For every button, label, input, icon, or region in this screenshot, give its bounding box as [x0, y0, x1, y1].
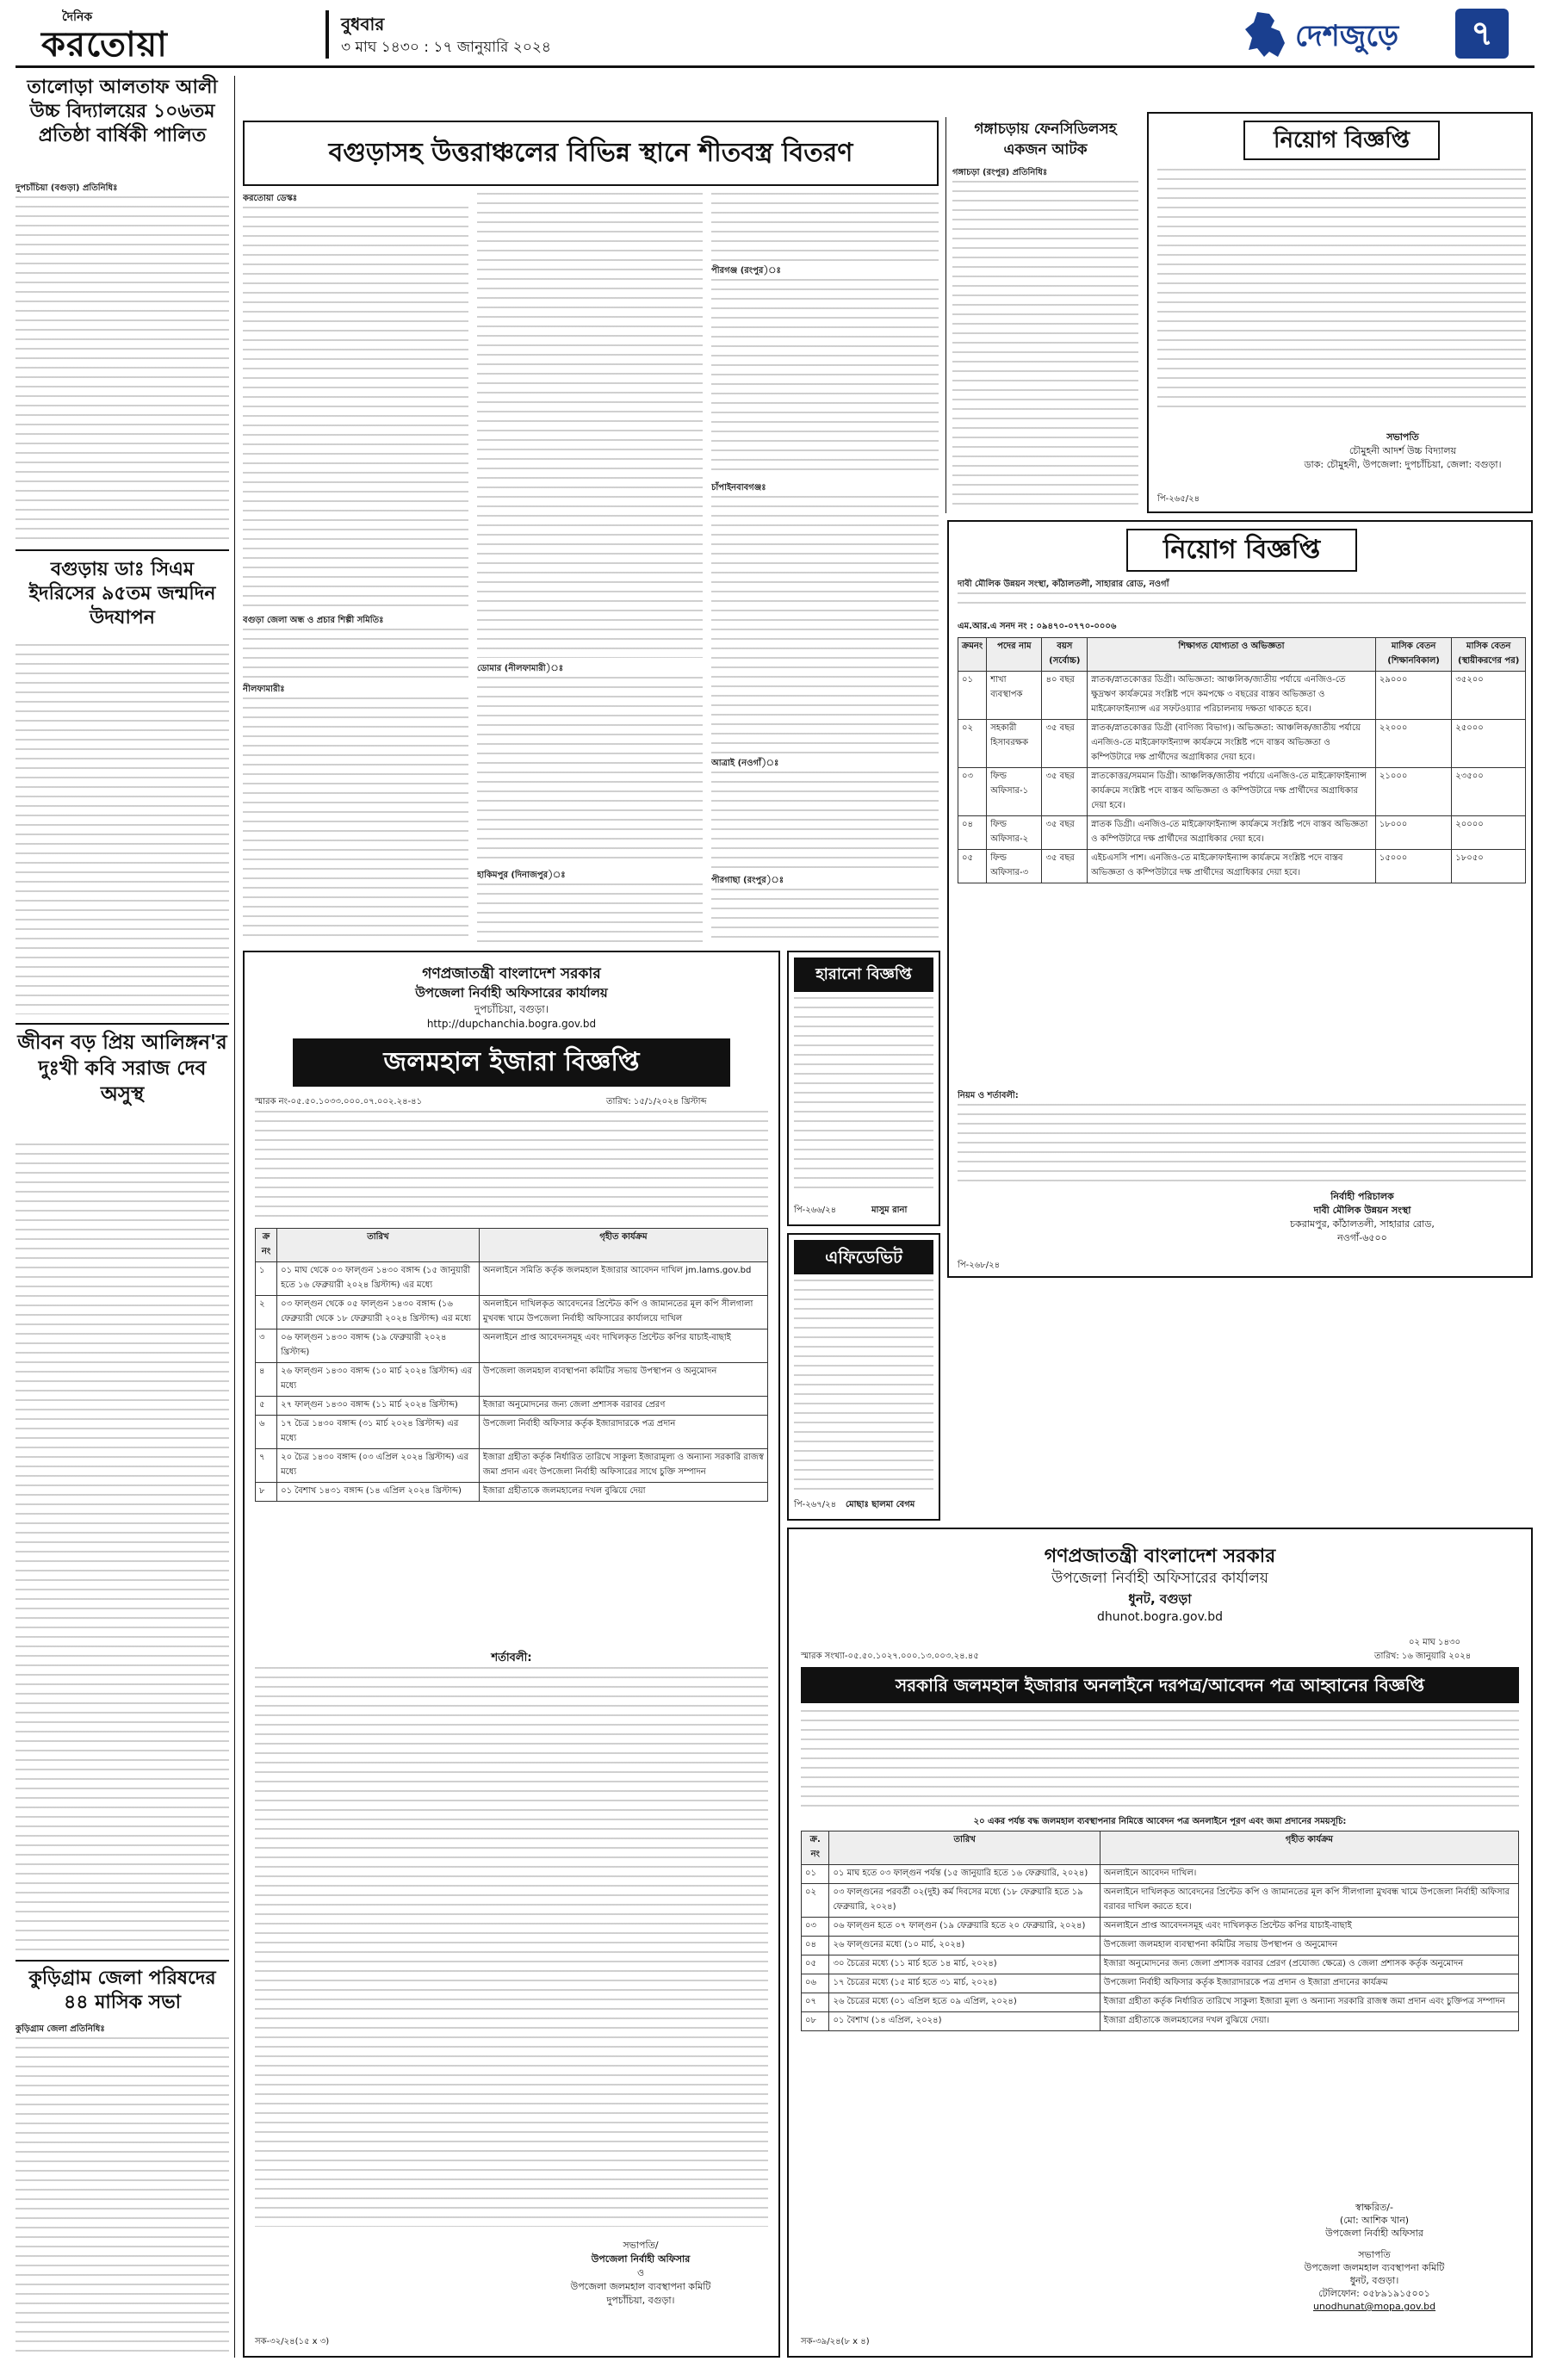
bangladesh-map-icon [1240, 9, 1292, 60]
post-cell: ফিল্ড অফিসার-২ [987, 816, 1042, 850]
table-row [256, 1397, 768, 1416]
date-cell: ২৭ ফাল্গুন ১৪৩০ বঙ্গাব্দ (১১ মার্চ ২০২৪ খ্রিস্টাব্দ) [277, 1397, 480, 1416]
date-cell: ৩০ চৈত্রের মধ্যে (১১ মার্চ হতে ১৪ মার্চ, ২০২৪) [829, 1955, 1100, 1974]
action-cell: অনলাইনে দাখিলকৃত আবেদনের প্রিন্টেড কপি ও জামানতের মূল কপি সীলগালা মুখবন্ধ খামে উপজেলা নির্বাহী অফিসার বরাবর দাখিল করতে হবে। [1100, 1884, 1518, 1918]
serial-cell: ০১ [802, 1865, 829, 1884]
main-story-body-col1 [243, 193, 468, 942]
serial-cell: ০৫ [802, 1955, 829, 1974]
serial-cell: ০১ [958, 672, 987, 720]
memo-date-bangla: ০২ মাঘ ১৪৩০ [1409, 1638, 1460, 1647]
age-cell: ৩৫ বছর [1042, 850, 1088, 883]
affidavit-signer: মোছাঃ ছালমা বেগম [846, 1500, 915, 1509]
main-story-body-col3 [711, 193, 939, 942]
masthead-divider [326, 10, 329, 59]
signer-name: উপজেলা নির্বাহী অফিসার [591, 2253, 691, 2265]
action-cell: ইজারা গ্রহীতাকে জলমহালের দখল বুঝিয়ে দেয়া। [1100, 2012, 1518, 2031]
signer-name: (মো: আশিক খান) [1339, 2215, 1410, 2226]
table-header-cell: তারিখ [277, 1229, 480, 1262]
office-place: ধুনট, বগুড়া [1128, 1591, 1192, 1607]
table-header-cell: মাসিক বেতন (শিক্ষানবিকাল) [1375, 638, 1451, 672]
main-story-subhead: নীলফামারীঃ [243, 685, 285, 694]
table-header-cell: শিক্ষাগত যোগ্যতা ও অভিজ্ঞতা [1088, 638, 1376, 672]
column-left [16, 76, 229, 2358]
page-number-badge [1455, 9, 1509, 59]
serial-cell: ০৪ [958, 816, 987, 850]
date-cell: ০১ মাঘ থেকে ০৩ ফাল্গুন ১৪৩০ বঙ্গাব্দ (১৫ জানুয়ারী হতে ১৬ ফেব্রুয়ারী ২০২৪ খ্রিস্টাব্দ) এর মধ্যে [277, 1262, 480, 1296]
office-url[interactable]: dhunot.bogra.gov.bd [1096, 1610, 1223, 1624]
job-notice-2-title-box [1126, 529, 1357, 572]
serial-cell: ০২ [958, 720, 987, 768]
post-cell: ফিল্ড অফিসার-৩ [987, 850, 1042, 883]
signer2-title: সভাপতি [1358, 2249, 1391, 2260]
serial-cell: ০২ [802, 1884, 829, 1918]
job-notice-2 [947, 520, 1533, 1278]
age-cell: ৩৫ বছর [1042, 768, 1088, 816]
table-row [802, 1884, 1519, 1918]
signer-place: দুপচাঁচিয়া, বগুড়া। [606, 2295, 675, 2306]
salary-permanent-cell: ২৩৫০০ [1452, 768, 1526, 816]
online-tender-title: সরকারি জলমহাল ইজারার অনলাইনে দরপত্র/আবেদন পত্র আহ্বানের বিজ্ঞপ্তি [801, 1667, 1519, 1703]
divider [16, 1023, 229, 1025]
page-number: ৭ [1470, 14, 1493, 53]
serial-cell: ২ [256, 1296, 277, 1329]
lost-notice [787, 951, 940, 1226]
online-schedule-table [801, 1831, 1519, 2031]
serial-cell: ৪ [256, 1363, 277, 1397]
terms-title: শর্তাবলী: [491, 1652, 532, 1664]
memo-date: তারিখ: ১৬ জানুয়ারি ২০২৪ [1374, 1652, 1472, 1661]
serial-cell: ৫ [256, 1397, 277, 1416]
date-cell: ১৭ চৈত্র ১৪৩০ বঙ্গাব্দ (৩১ মার্চ ২০২৪ খ্রিস্টাব্দ) এর মধ্যে [277, 1416, 480, 1449]
signer-org: দাবী মৌলিক উন্নয়ন সংস্থা [1313, 1205, 1411, 1216]
story-4-lead: কুড়িগ্রাম জেলা প্রতিনিধিঃ [16, 2024, 105, 2034]
job-notice-2-title: নিয়োগ বিজ্ঞপ্তি [1162, 535, 1321, 565]
job-notice-1-body [1157, 169, 1526, 410]
arrest-story [952, 119, 1138, 511]
arrest-lead: গঙ্গাচড়া (রংপুর) প্রতিনিধিঃ [952, 168, 1048, 177]
office-name: উপজেলা নির্বাহী অফিসারের কার্যালয় [415, 985, 608, 1001]
signer2-place: ধুনট, বগুড়া। [1349, 2275, 1399, 2286]
action-cell: উপজেলা জলমহাল ব্যবস্থাপনা কমিটির সভায় উপস্থাপন ও অনুমোদন [1100, 1937, 1518, 1955]
issue-date: ৩ মাঘ ১৪৩০ : ১৭ জানুয়ারি ২০২৪ [341, 39, 551, 56]
serial-cell: ০৫ [958, 850, 987, 883]
main-story-body-col2 [477, 193, 703, 942]
ad-code: সক-৩৯/২৪(৮ x ৪) [801, 2337, 870, 2346]
table-row [802, 2012, 1519, 2031]
table-row [958, 768, 1526, 816]
job-notice-1-signature [1278, 431, 1528, 472]
table-row [958, 816, 1526, 850]
story-1-headline: তালোড়া আলতাফ আলী উচ্চ বিদ্যালয়ের ১০৬তম প্রতিষ্ঠা বার্ষিকী পালিত [27, 77, 218, 146]
lost-notice-body [794, 997, 933, 1193]
signer2-org: উপজেলা জলমহাল ব্যবস্থাপনা কমিটি [1304, 2262, 1445, 2273]
table-header-cell: তারিখ [829, 1831, 1100, 1865]
signer-title: নির্বাহী পরিচালক [1330, 1191, 1394, 1202]
post-cell: ফিল্ড অফিসার-১ [987, 768, 1042, 816]
salary-probation-cell: ২৯০০০ [1375, 672, 1451, 720]
action-cell: ইজারা অনুমোদনের জন্য জেলা প্রশাসক বরাবর প্রেরণ [479, 1397, 767, 1416]
qualification-cell: স্নাতক/স্নাতকোত্তর ডিগ্রী (বাণিজ্য বিভাগ)। অভিজ্ঞতা: আঞ্চলিক/জাতীয় পর্যায়ে এনজিও-তে মাইক্রোফাইন্যান্স কার্যক্রমে সংশ্লিষ্ট পদে বাস্তব অভিজ্ঞতা ও কম্পিউটারে দক্ষ প্রার্থীদের অগ্রাধিকার দেয়া হবে। [1088, 720, 1376, 768]
notice-intro [255, 1111, 768, 1224]
serial-cell: ০৩ [958, 768, 987, 816]
table-row [958, 672, 1526, 720]
online-tender-notice [787, 1528, 1533, 2358]
action-cell: অনলাইনে আবেদন দাখিল। [1100, 1865, 1518, 1884]
table-row [958, 720, 1526, 768]
post-cell: সহকারী হিসাবরক্ষক [987, 720, 1042, 768]
serial-cell: ০৩ [802, 1918, 829, 1937]
action-cell: ইজারা গ্রহীতা কর্তৃক নির্ধারিত তারিখে সাকুল্য ইজারামূল্য ও অন্যান্য সরকারি রাজস্ব জমা প্রদান এবং উপজেলা নির্বাহী অফিসারের সাথে চুক্তি সম্পাদন [479, 1449, 767, 1483]
story-4-body [16, 2024, 229, 2356]
table-header-cell: ক্র. নং [802, 1831, 829, 1865]
action-cell: অনলাইনে প্রাপ্ত আবেদনসমূহ এবং দাখিলকৃত প্রিন্টেড কপির যাচাই-বাছাই [479, 1329, 767, 1363]
main-story-subhead: আত্রাই (নওগাঁ)ঃ [711, 759, 779, 768]
date-cell: ০১ বৈশাখ (১৪ এপ্রিল, ২০২৪) [829, 2012, 1100, 2031]
office-place: দুপচাঁচিয়া, বগুড়া। [474, 1003, 549, 1015]
age-cell: ৩৫ বছর [1042, 720, 1088, 768]
story-1-lead: দুপচাঁচিয়া (বগুড়া) প্রতিনিধিঃ [16, 183, 118, 193]
action-cell: উপজেলা জলমহাল ব্যবস্থাপনা কমিটির সভায় উপস্থাপন ও অনুমোদন [479, 1363, 767, 1397]
waterbody-lease-title: জলমহাল ইজারা বিজ্ঞপ্তি [293, 1038, 730, 1087]
schedule-title: ২০ একর পর্যন্ত বদ্ধ জলমহাল ব্যবস্থাপনার নিমিত্তে আবেদন পত্র অনলাইনে পূরণ এবং জমা প্রদানের সময়সূচি: [973, 1817, 1347, 1826]
job-notice-2-intro [958, 579, 1526, 618]
job-notice-2-table [958, 637, 1526, 883]
column-divider [234, 76, 235, 2358]
salary-permanent-cell: ২৫০০০ [1452, 720, 1526, 768]
paper-small-name: দৈনিক [62, 10, 93, 24]
gov-name: গণপ্রজাতন্ত্রী বাংলাদেশ সরকার [1044, 1546, 1276, 1567]
qualification-cell: স্নাতক/স্নাতকোত্তর ডিগ্রী। অভিজ্ঞতা: আঞ্চলিক/জাতীয় পর্যায়ে এনজিও-তে ক্ষুদ্রঋণ কার্যক্রমের সংশ্লিষ্ট পদে কমপক্ষে ৩ বছরের বাস্তব অভিজ্ঞতা ও মাইক্রোফাইন্যান্স এর সফটওয়্যার পরিচালনায় দক্ষতা থাকতে হবে। [1088, 672, 1376, 720]
salary-permanent-cell: ৩৫২০০ [1452, 672, 1526, 720]
action-cell: উপজেলা নির্বাহী অফিসার কর্তৃক ইজারাদারকে পত্র প্রদান [479, 1416, 767, 1449]
ad-code: পি-২৬৮/২৪ [958, 1261, 1001, 1270]
serial-cell: ০৪ [802, 1937, 829, 1955]
affidavit-body [794, 1280, 933, 1491]
main-story-headline-box [243, 121, 939, 186]
signer-address: নওগাঁ-৬৫০০ [1337, 1232, 1387, 1243]
serial-cell: ৩ [256, 1329, 277, 1363]
table-row [958, 850, 1526, 883]
job-notice-1 [1147, 112, 1533, 513]
table-row [802, 1865, 1519, 1884]
signer-and: ও [636, 2267, 645, 2278]
main-story-lead: করতোয়া ডেস্কঃ [243, 194, 298, 203]
salary-probation-cell: ১৮০০০ [1375, 816, 1451, 850]
arrest-headline: গঙ্গাচড়ায় ফেনসিডিলসহ একজন আটক [974, 121, 1117, 158]
main-story-subhead: ডোমার (নীলফামারী)ঃ [477, 664, 564, 673]
qualification-cell: স্নাতক ডিগ্রী। এনজিও-তে মাইক্রোফাইন্যান্স কার্যক্রমে সংশ্লিষ্ট পদে বাস্তব অভিজ্ঞতা ও কম্পিউটারে দক্ষ প্রার্থীদের অগ্রাধিকার দেয়া হবে। [1088, 816, 1376, 850]
email-link[interactable]: unodhunat@mopa.gov.bd [1312, 2301, 1436, 2312]
job-notice-2-org: দাবী মৌলিক উন্নয়ন সংস্থা, কাঁঠালতলী, সাহারার রোড, নওগাঁ [958, 580, 1169, 589]
signer-title: সভাপতি/ [623, 2240, 659, 2251]
paper-logo [33, 7, 308, 65]
ad-code: পি-২৬৬/২৪ [794, 1205, 837, 1215]
serial-cell: ৬ [256, 1416, 277, 1449]
signer-address: ডাক: চৌমুহনী, উপজেলা: দুপচাঁচিয়া, জেলা: বগুড়া। [1304, 459, 1502, 470]
date-cell: ০৬ ফাল্গুন ১৪৩০ বঙ্গাব্দ (১৯ ফেব্রুয়ারী ২০২৪ খ্রিস্টাব্দ) [277, 1329, 480, 1363]
lost-notice-signer: মাসুম রানা [871, 1205, 908, 1215]
date-cell: ০১ মাঘ হতে ০৩ ফাল্গুন পর্যন্ত (১৫ জানুয়ারি হতে ১৬ ফেব্রুয়ারি, ২০২৪) [829, 1865, 1100, 1884]
office-name: উপজেলা নির্বাহী অফিসারের কার্যালয় [1051, 1570, 1268, 1587]
main-story-subhead: পীরগাছা (রংপুর)ঃ [711, 876, 784, 885]
waterbody-lease-notice [243, 951, 780, 2358]
table-row [802, 1974, 1519, 1993]
job-notice-2-signature [1207, 1190, 1517, 1245]
serial-cell: ০৭ [802, 1993, 829, 2012]
table-row [802, 1918, 1519, 1937]
gov-name: গণপ্রজাতন্ত্রী বাংলাদেশ সরকার [422, 965, 601, 982]
date-cell: ০৩ ফাল্গুনের পরবর্তী ০২(দুই) কর্ম দিবসের মধ্যে (১৮ ফেব্রুয়ারি হতে ১৯ ফেব্রুয়ারি, ২০২৪) [829, 1884, 1100, 1918]
divider [16, 549, 229, 551]
table-header-cell: ক্রমনং [958, 638, 987, 672]
table-header-cell: ক্র নং [256, 1229, 277, 1262]
section-name: দেশজুড়ে [1295, 19, 1399, 53]
lost-notice-title: হারানো বিজ্ঞপ্তি [794, 958, 933, 992]
date-cell: ২৬ ফাল্গুনের মধ্যে (১০ মার্চ, ২০২৪) [829, 1937, 1100, 1955]
paper-name: করতোয়া [41, 24, 168, 65]
salary-permanent-cell: ২০০০০ [1452, 816, 1526, 850]
ad-code: পি-২৬৫/২৪ [1157, 494, 1200, 504]
action-cell: অনলাইনে প্রাপ্ত আবেদনসমূহ এবং দাখিলকৃত প্রিন্টেড কপির যাচাই-বাছাই [1100, 1918, 1518, 1937]
table-row [802, 1937, 1519, 1955]
serial-cell: ৭ [256, 1449, 277, 1483]
table-row [256, 1483, 768, 1502]
phone: টেলিফোন: ০৫৮৯১৯১৫০০১ [1318, 2288, 1430, 2299]
qualification-cell: এইচএসসি পাশ। এনজিও-তে মাইক্রোফাইন্যান্স কার্যক্রমে সংশ্লিষ্ট পদে বাস্তব অভিজ্ঞতা ও কম্পিউটারে দক্ষ প্রার্থীদের অগ্রাধিকার দেয়া হবে। [1088, 850, 1376, 883]
story-4-headline: কুড়িগ্রাম জেলা পরিষদের ৪৪ মাসিক সভা [28, 1968, 216, 2013]
date-cell: ০৩ ফাল্গুন থেকে ০৫ ফাল্গুন ১৪৩০ বঙ্গাব্দ (১৬ ফেব্রুয়ারী থেকে ১৮ ফেব্রুয়ারী ২০২৪ খ্রিস্টাব্দ) এর মধ্যে [277, 1296, 480, 1329]
main-story-subhead: বগুড়া জেলা অন্ধ ও প্রচার শিল্পী সমিতিঃ [243, 616, 384, 625]
serial-cell: ৮ [256, 1483, 277, 1502]
affidavit-notice [787, 1233, 940, 1521]
table-header-cell: বয়স (সর্বোচ্চ) [1042, 638, 1088, 672]
story-2-body [16, 644, 229, 1014]
ad-code: পি-২৬৭/২৪ [794, 1500, 837, 1509]
online-tender-intro [801, 1710, 1519, 1812]
main-story-headline: বগুড়াসহ উত্তরাঞ্চলের বিভিন্ন স্থানে শীতবস্ত্র বিতরণ [328, 138, 853, 168]
date-cell: ০৬ ফাল্গুন হতে ০৭ ফাল্গুন (১৯ ফেব্রুয়ারি হতে ২০ ফেব্রুয়ারি, ২০২৪) [829, 1918, 1100, 1937]
main-story-subhead: পীরগঞ্জ (রংপুর)ঃ [711, 266, 781, 276]
table-row [256, 1416, 768, 1449]
date-cell: ০১ বৈশাখ ১৪৩১ বঙ্গাব্দ (১৪ এপ্রিল ২০২৪ খ্রিস্টাব্দ) [277, 1483, 480, 1502]
salary-probation-cell: ২২০০০ [1375, 720, 1451, 768]
story-2-headline: বগুড়ায় ডাঃ সিএম ইদরিসের ৯৫তম জন্মদিন উদযাপন [28, 559, 216, 629]
action-cell: ইজারা গ্রহীতা কর্তৃক নির্ধারিত তারিখে সাকুল্য ইজারা মূল্য ও অন্যান্য সরকারি রাজস্ব জমা প্রদান এবং চুক্তিপত্র সম্পাদন [1100, 1993, 1518, 2012]
action-cell: উপজেলা নির্বাহী অফিসার কর্তৃক ইজারাদারকে পত্র প্রদান ও ইজারা প্রদানের কার্যক্রম [1100, 1974, 1518, 1993]
date-cell: ২০ চৈত্র ১৪৩০ বঙ্গাব্দ (০৩ এপ্রিল ২০২৪ খ্রিস্টাব্দ) এর মধ্যে [277, 1449, 480, 1483]
action-cell: ইজারা অনুমোদনের জন্য জেলা প্রশাসক বরাবর প্রেরণ (প্রযোজ্য ক্ষেত্রে) ও জেলা প্রশাসক কর্তৃক অনুমোদন [1100, 1955, 1518, 1974]
masthead-bottom-rule [16, 65, 1534, 68]
memo-number: স্মারক নং-০৫.৫০.১০৩৩.০০০.০৭.০০২.২৪-৪১ [255, 1097, 423, 1106]
main-story-subhead: চাঁপাইনবাবগঞ্জঃ [711, 483, 766, 493]
schedule-table [255, 1228, 768, 1502]
arrest-body [952, 167, 1138, 510]
table-row [802, 1955, 1519, 1974]
action-cell: ইজারা গ্রহীতাকে জলমহালের দখল বুঝিয়ে দেয়া [479, 1483, 767, 1502]
section-logo [1240, 5, 1524, 62]
serial-cell: ১ [256, 1262, 277, 1296]
terms-list [255, 1667, 768, 2227]
date-cell: ১৭ চৈত্রের মধ্যে (১৫ মার্চ হতে ৩১ মার্চ, ২০২৪) [829, 1974, 1100, 1993]
job-notice-2-registration: এম.আর.এ সনদ নং : ০৯৪৭০-০৭৭০-০০০৬ [958, 622, 1117, 631]
ad-code: সক-৩২/২৪(১৫ x ৩) [255, 2337, 330, 2346]
signer-title: সভাপতি [1386, 431, 1419, 443]
serial-cell: ০৮ [802, 2012, 829, 2031]
table-header-cell: মাসিক বেতন (স্থায়ীকরণের পর) [1452, 638, 1526, 672]
date-cell: ২৬ ফাল্গুন ১৪৩০ বঙ্গাব্দ (১০ মার্চ ২০২৪ খ্রিস্টাব্দ) এর মধ্যে [277, 1363, 480, 1397]
table-row [256, 1363, 768, 1397]
job-notice-1-title-box [1243, 121, 1440, 160]
issue-day: বুধবার [341, 14, 385, 34]
action-cell: অনলাইনে সমিতি কর্তৃক জলমহাল ইজারার আবেদন দাখিল jm.lams.gov.bd [479, 1262, 767, 1296]
table-row [256, 1296, 768, 1329]
table-header-cell: গৃহীত কার্যক্রম [1100, 1831, 1518, 1865]
signer-label: স্বাক্ষরিত/- [1355, 2202, 1393, 2213]
salary-permanent-cell: ১৮০৫০ [1452, 850, 1526, 883]
story-1-body [16, 183, 229, 542]
salary-probation-cell: ২১০০০ [1375, 768, 1451, 816]
signer-org: উপজেলা জলমহাল ব্যবস্থাপনা কমিটি [570, 2281, 711, 2292]
online-tender-signature [1237, 2201, 1512, 2313]
memo-number: স্মারক সংখ্যা-০৫.৫০.১০২৭.০০০.১৩.০০৩.২৪.৪৫ [801, 1652, 979, 1661]
table-row [256, 1262, 768, 1296]
signer-title: উপজেলা নির্বাহী অফিসার [1325, 2228, 1423, 2239]
age-cell: ৩৫ বছর [1042, 816, 1088, 850]
qualification-cell: স্নাতকোত্তর/সমমান ডিগ্রী। আঞ্চলিক/জাতীয় পর্যায়ে এনজিও-তে মাইক্রোফাইন্যান্স কার্যক্রমে সংশ্লিষ্ট পদে বাস্তব অভিজ্ঞতা ও কম্পিউটারে দক্ষ প্রার্থীদের অগ্রাধিকার দেয়া হবে। [1088, 768, 1376, 816]
job-notice-1-title: নিয়োগ বিজ্ঞপ্তি [1274, 127, 1410, 153]
table-row [802, 1993, 1519, 2012]
date-cell: ২৬ চৈত্রের মধ্যে (০১ এপ্রিল হতে ০৯ এপ্রিল, ২০২৪) [829, 1993, 1100, 2012]
table-row [256, 1329, 768, 1363]
story-3-headline: জীবন বড় প্রিয় আলিঙ্গন'র দুঃখী কবি সরাজ দেব অসুস্থ [17, 1032, 227, 1106]
main-story-subhead: হাকিমপুর (দিনাজপুর)ঃ [477, 871, 566, 880]
divider [16, 1960, 229, 1962]
memo-date: তারিখ: ১৫/১/২০২৪ খ্রিস্টাব্দ [606, 1097, 707, 1106]
waterbody-notice-signature [512, 2239, 770, 2308]
masthead [0, 0, 1550, 67]
affidavit-title: এফিডেভিট [794, 1240, 933, 1274]
action-cell: অনলাইনে দাখিলকৃত আবেদনের প্রিন্টেড কপি ও জামানতের মূল কপি সীলগালা মুখবন্ধ খামে উপজেলা নির্বাহী অফিসারের কার্যালয়ে দাখিল [479, 1296, 767, 1329]
job-notice-2-rules-lead: নিয়ম ও শর্তাবলী: [958, 1091, 1019, 1100]
salary-probation-cell: ১৫০০০ [1375, 850, 1451, 883]
table-header-cell: গৃহীত কার্যক্রম [479, 1229, 767, 1262]
signer-org: চৌমুহনী আদর্শ উচ্চ বিদ্যালয় [1348, 445, 1457, 456]
job-notice-2-rules [958, 1090, 1526, 1185]
age-cell: ৪০ বছর [1042, 672, 1088, 720]
serial-cell: ০৬ [802, 1974, 829, 1993]
story-3-body [16, 1144, 229, 1951]
table-row [256, 1449, 768, 1483]
post-cell: শাখা ব্যবস্থাপক [987, 672, 1042, 720]
signer-address: চকরামপুর, কাঁঠালতলী, সাহারার রোড, [1290, 1218, 1435, 1230]
office-url[interactable]: http://dupchanchia.bogra.gov.bd [426, 1018, 597, 1030]
table-header-cell: পদের নাম [987, 638, 1042, 672]
